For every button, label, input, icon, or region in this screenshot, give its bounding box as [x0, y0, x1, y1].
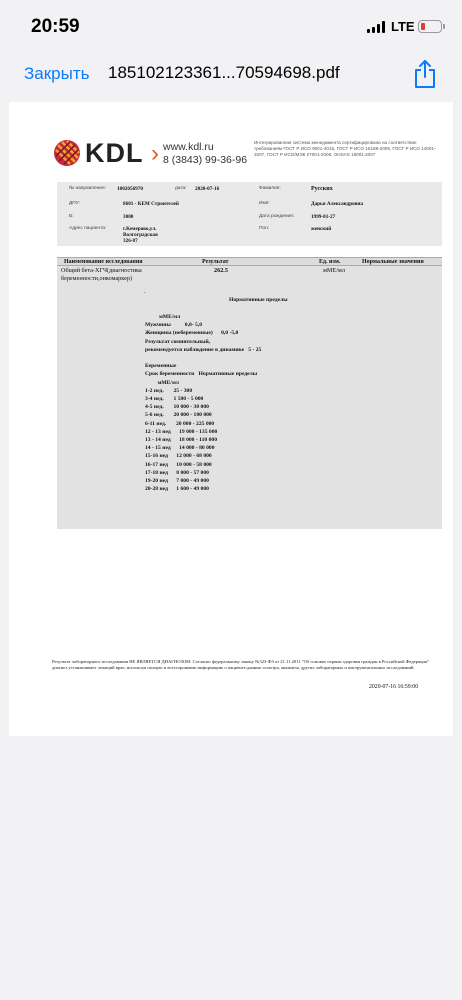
birth-value: 1999-01-27 — [311, 214, 336, 220]
reference-line: 17-18 нед 8 000 - 57 000 — [145, 469, 209, 476]
reference-line: 12 - 13 нед 19 000 - 135 000 — [145, 428, 218, 435]
certification-text: Интегрированная система менеджмента сертифицирована на соответствие требованиям ГОСТ Р ИСО 9001-2015, ГОСТ Р ИСО 15189-2009, ГОСТ Р ИСО 14001-2007, ГОСТ Р ИСО/МЭК 27001-2006, OHSAS 18001:2007 — [254, 140, 436, 157]
column-header-unit: Ед. изм. — [319, 259, 341, 265]
issued-timestamp: 2020-07-16 16:59:00 — [369, 684, 419, 690]
birth-label: Дата рождения: — [259, 214, 295, 219]
reference-line: 16-17 нед 10 000 - 58 000 — [145, 461, 212, 468]
reference-line: Беременные — [145, 363, 177, 370]
reference-line: 20-28 нед 1 600 - 49 000 — [145, 486, 209, 493]
logo-separator-icon: › — [151, 140, 159, 167]
column-header-name: Наименование исследования — [64, 259, 143, 265]
battery-icon — [418, 20, 442, 33]
column-header-normal: Нормальные значения — [362, 259, 424, 265]
share-icon[interactable] — [413, 59, 437, 89]
test-name-line-1: Общий бета-ХГЧ(диагностика — [61, 267, 142, 274]
navigation-bar — [0, 48, 462, 100]
pdf-page[interactable] — [9, 102, 453, 736]
reference-line: рекомендуется наблюдение в динамике 5 - 25 — [145, 346, 262, 353]
network-type: LTE — [391, 19, 415, 34]
date-value: 2020-07-16 — [195, 186, 220, 192]
close-button[interactable]: Закрыть — [24, 64, 90, 83]
reference-line: 19-20 нед 7 000 - 49 000 — [145, 478, 209, 484]
address-line-2: Волгоградская — [123, 232, 158, 238]
column-header-result: Результат — [202, 259, 229, 265]
reference-line: 3-4 нед. 1 500 - 5 000 — [145, 396, 204, 402]
test-dot: . — [144, 288, 146, 295]
dpu-value: 8601 - КЕМ Строителей — [123, 201, 179, 207]
reference-line: 4-5 нед. 10 000 - 30 000 — [145, 404, 209, 411]
lastname-value: Русских — [311, 186, 333, 192]
sex-label: Пол: — [259, 226, 270, 231]
kdl-logo-icon — [52, 138, 82, 168]
cellular-signal-icon — [367, 21, 387, 33]
reference-title: Нормативные пределы — [229, 297, 288, 303]
patient-info-box — [57, 182, 442, 246]
result-row — [57, 266, 442, 529]
name-label: Имя: — [259, 201, 270, 206]
address-line-1: г.Кемерово,ул. — [123, 226, 157, 232]
v-value: 3000 — [123, 214, 134, 220]
reference-line: мМЕ/мл — [159, 314, 181, 320]
test-unit: мМЕ/мл — [323, 267, 345, 274]
reference-line: мМЕ/мл — [145, 379, 179, 386]
referral-value: 1002056970 — [117, 186, 143, 192]
name-value: Дарья Александровна — [311, 201, 364, 207]
referral-label: № направления: — [69, 186, 106, 191]
kdl-logo: KDL — [85, 138, 144, 168]
reference-line: Мужчины 0,0- 5,0 — [145, 322, 203, 329]
reference-line: 14 - 15 нед 14 000 - 80 000 — [145, 445, 215, 452]
reference-line: Результат сомнительный, — [145, 338, 211, 345]
reference-line: 13 - 14 нед 18 000 - 110 000 — [145, 437, 218, 443]
status-time: 20:59 — [31, 16, 80, 37]
website: www.kdl.ru — [163, 141, 214, 153]
date-label: дата: — [175, 186, 187, 191]
test-result: 262.5 — [214, 267, 228, 274]
document-title: 185102123361...70594698.pdf — [108, 63, 340, 82]
reference-line: 5-6 нед. 20 000 - 100 000 — [145, 412, 212, 419]
phone: 8 (3843) 99-36-96 — [163, 154, 248, 166]
disclaimer: Результат лабораторного исследования НЕ ЯВЛЯЕТСЯ ДИАГНОЗОМ. Согласно федеральному закону №323-ФЗ от 21.11.2011 "Об основах охраны здоровья граждан в Российской Федерации" диагноз устанавливает лечащий врач, используя полную и всестороннюю информацию о пациенте:данные осмотра, анамнеза, других лабораторных и инструментальных исследований. — [52, 659, 430, 670]
results-table-header — [57, 257, 442, 266]
reference-line: Срок беременности Нормативные пределы — [145, 371, 258, 378]
dpu-label: ДПУ: — [69, 201, 80, 206]
reference-line: 6-11 нед. 20 000 - 225 000 — [145, 420, 215, 427]
address-line-3: 326-87 — [123, 238, 138, 244]
v-label: В: — [69, 214, 74, 219]
sex-value: женский — [311, 226, 332, 232]
reference-line: 15-16 нед 12 000 - 68 000 — [145, 453, 212, 460]
test-name-line-2: беременности,онкомаркер) — [61, 275, 133, 282]
reference-line: Женщины (небеременные) 0,0 -5,0 — [145, 330, 239, 337]
address-label: Адрес пациента: — [69, 226, 107, 231]
lastname-label: Фамилия: — [259, 186, 281, 191]
reference-line: 1-2 нед. 25 - 300 — [145, 387, 193, 394]
status-bar — [0, 0, 462, 48]
